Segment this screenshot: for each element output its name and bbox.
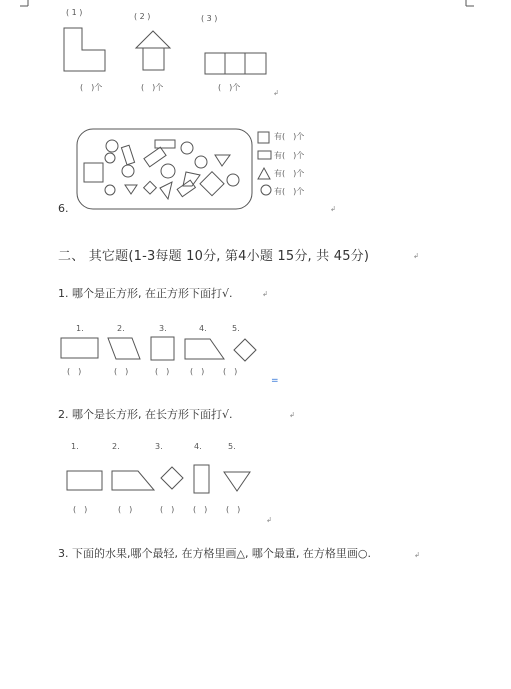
legend-icons: [258, 132, 271, 195]
q1-number-4: 4.: [199, 324, 207, 333]
q2-blank-3[interactable]: ( ): [160, 505, 175, 514]
q2-blank-1[interactable]: ( ): [73, 505, 88, 514]
circle-icon: [261, 185, 271, 195]
count-blank-1: ( )个: [80, 83, 103, 92]
q2-text: 2. 哪个是长方形, 在长方形下面打√.: [58, 408, 233, 421]
paragraph-mark: ↲: [266, 516, 272, 524]
paragraph-mark: ↲: [330, 205, 336, 213]
paragraph-mark: ↲: [289, 411, 295, 419]
rectangle-icon: [258, 151, 271, 159]
q1-number-5: 5.: [232, 324, 240, 333]
q1-number-3: 3.: [159, 324, 167, 333]
q2-number-4: 4.: [194, 442, 202, 451]
mixed-shapes: [84, 140, 239, 199]
legend-square-text: 有( )个: [274, 132, 305, 141]
q2-blank-2[interactable]: ( ): [118, 505, 133, 514]
q1-blank-5[interactable]: ( ): [223, 367, 238, 376]
figure-label-2: ( 2 ): [134, 12, 151, 21]
q1-number-1: 1.: [76, 324, 84, 333]
three-squares-figure: [205, 53, 266, 74]
q2-number-5: 5.: [228, 442, 236, 451]
q1-mark: =: [271, 376, 279, 386]
count-blank-2: ( )个: [141, 83, 164, 92]
q1-number-2: 2.: [117, 324, 125, 333]
figure-label-1: ( 1 ): [66, 8, 83, 17]
q2-number-2: 2.: [112, 442, 120, 451]
square-icon: [258, 132, 269, 143]
q1-blank-3[interactable]: ( ): [155, 367, 170, 376]
legend-circle-text: 有( )个: [274, 187, 305, 196]
triangle-icon: [258, 168, 270, 179]
page-corner-marks: [20, 0, 474, 6]
q1-text: 1. 哪个是正方形, 在正方形下面打√.: [58, 287, 233, 300]
count-blank-3: ( )个: [218, 83, 241, 92]
q2-number-3: 3.: [155, 442, 163, 451]
section-2-heading: 二、 其它题(1-3每题 10分, 第4小题 15分, 共 45分): [58, 249, 370, 264]
q1-shapes: [61, 337, 256, 361]
figure-label-3: ( 3 ): [201, 14, 218, 23]
q1-blank-2[interactable]: ( ): [114, 367, 129, 376]
q1-blank-4[interactable]: ( ): [190, 367, 205, 376]
paragraph-mark: ↲: [262, 290, 268, 298]
q3-text: 3. 下面的水果,哪个最轻, 在方格里画△, 哪个最重, 在方格里画○.: [58, 547, 372, 560]
q2-shapes: [67, 465, 250, 493]
house-figure: [136, 31, 170, 70]
q1-blank-1[interactable]: ( ): [67, 367, 82, 376]
paragraph-mark: ↲: [273, 89, 279, 97]
q2-blank-5[interactable]: ( ): [226, 505, 241, 514]
legend-rectangle-text: 有( )个: [274, 151, 305, 160]
q2-blank-4[interactable]: ( ): [193, 505, 208, 514]
l-shape-figure: [64, 28, 105, 71]
paragraph-mark: ↲: [414, 551, 420, 559]
q2-number-1: 1.: [71, 442, 79, 451]
question-6-number: 6.: [58, 202, 69, 215]
legend-triangle-text: 有( )个: [274, 169, 305, 178]
paragraph-mark: ↲: [413, 252, 419, 260]
